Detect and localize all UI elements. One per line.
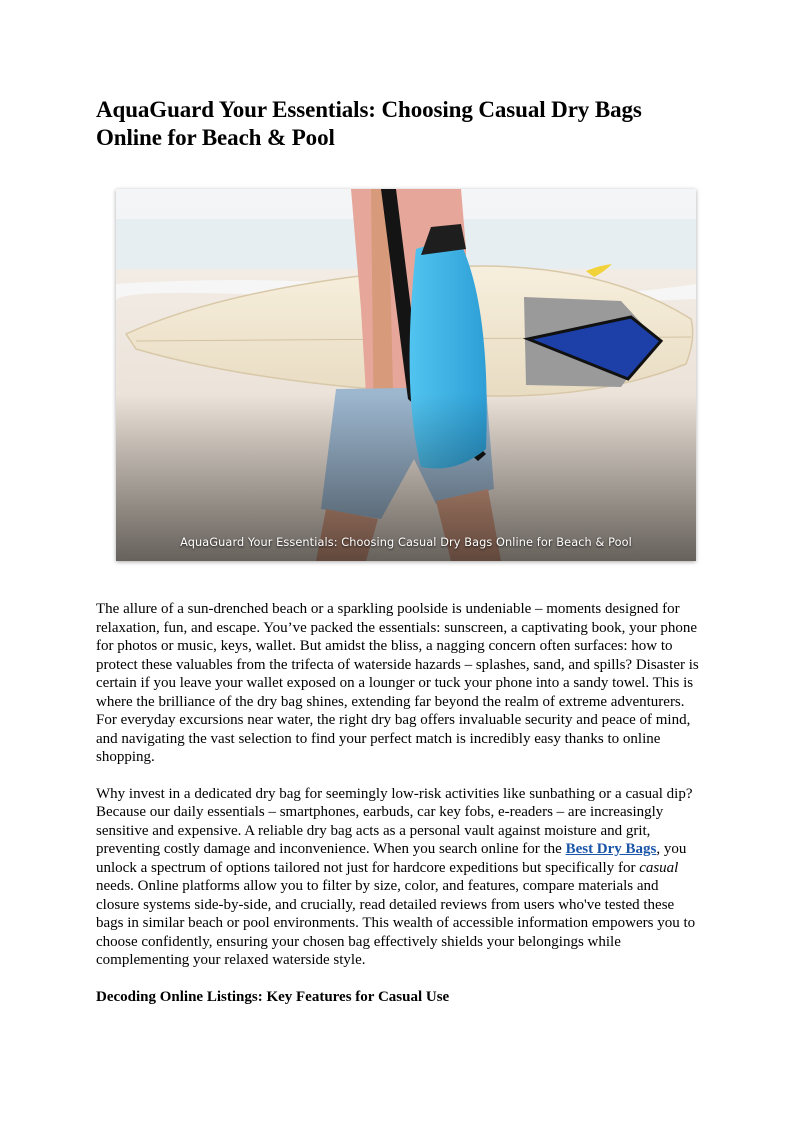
best-dry-bags-link[interactable]: Best Dry Bags <box>565 841 657 857</box>
article-body <box>96 600 700 1006</box>
casual-emphasis: casual <box>639 859 679 876</box>
beach-surfboard-photo <box>116 189 696 561</box>
section-heading: Decoding Online Listings: Key Features for Casual Use <box>96 988 450 1005</box>
article-header <box>96 96 698 152</box>
why-invest-paragraph <box>96 785 700 970</box>
hero-image <box>116 189 696 561</box>
page-title: AquaGuard Your Essentials: Choosing Casual Dry Bags Online for Beach & Pool <box>96 97 642 150</box>
hero-caption: AquaGuard Your Essentials: Choosing Casual Dry Bags Online for Beach & Pool <box>180 536 632 549</box>
paragraph-text-part2: , you unlock a spectrum of options tailored not just for hardcore expeditions but specifically for <box>96 841 687 876</box>
paragraph-text-part1: Why invest in a dedicated dry bag for seemingly low-risk activities like sunbathing or a casual dip? Because our daily essentials – smartphones, earbuds, car key fobs, e-readers – are increasingly sensitive and expensive. A reliable dry bag acts as a personal vault against moisture and grit, preventing costly damage and inconvenience. When you search online for the <box>96 785 693 857</box>
intro-paragraph: The allure of a sun-drenched beach or a sparkling poolside is undeniable – moments designed for relaxation, fun, and escape. You’ve packed the essentials: sunscreen, a captivating book, your phone for photos or music, keys, wallet. But amidst the bliss, a nagging concern often surfaces: how to protect these valuables from the trifecta of waterside hazards – splashes, sand, and spills? Disaster is certain if you leave your wallet exposed on a lounger or tuck your phone into a sandy towel. This is where the brilliance of the dry bag shines, extending far beyond the realm of extreme adventurers. For everyday excursions near water, the right dry bag offers invaluable security and peace of mind, and navigating the vast selection to find your perfect match is incredibly easy thanks to online shopping. <box>96 601 699 765</box>
paragraph-text-part3: needs. Online platforms allow you to filter by size, color, and features, compare materials and closure systems side-by-side, and crucially, read detailed reviews from users who've tested these bags in similar beach or pool environments. This wealth of accessible information empowers you to choose confidently, ensuring your chosen bag effectively shields your belongings while complementing your relaxed waterside style. <box>96 878 696 968</box>
